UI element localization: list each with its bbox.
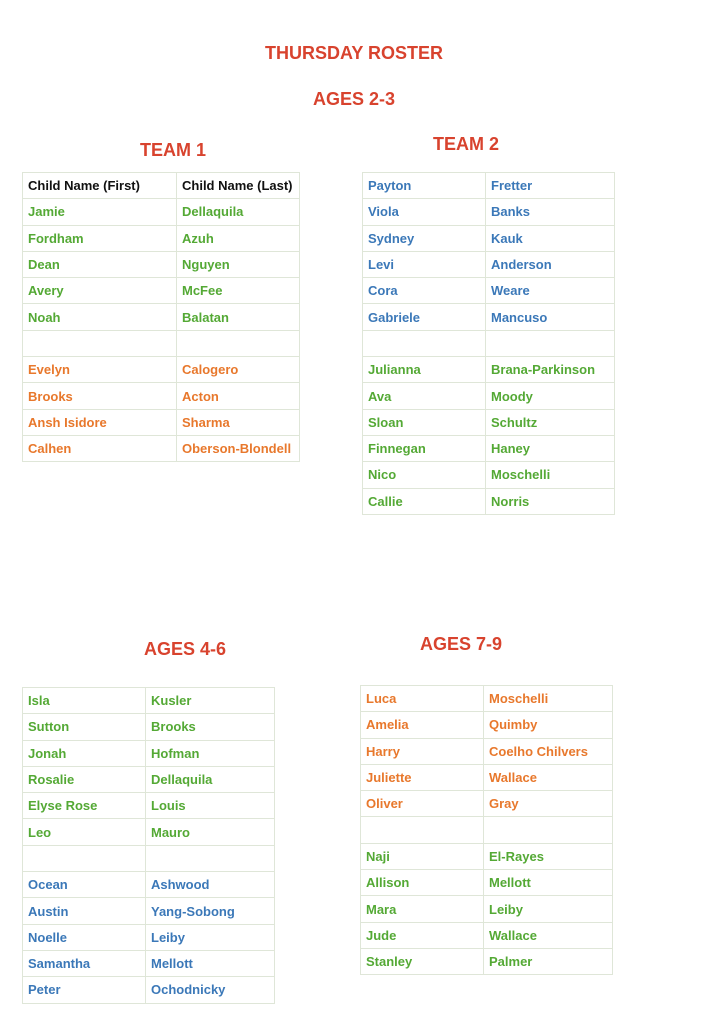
last-name-cell: Norris <box>486 488 615 514</box>
first-name-cell: Fordham <box>23 225 177 251</box>
last-name-cell: Moschelli <box>484 686 613 712</box>
table-row-spacer <box>23 330 300 356</box>
first-name-cell: Evelyn <box>23 357 177 383</box>
first-name-cell: Amelia <box>361 712 484 738</box>
first-name-cell: Juliette <box>361 764 484 790</box>
table-row <box>361 791 613 817</box>
first-name-cell: Ava <box>363 383 486 409</box>
table-row <box>363 462 615 488</box>
first-name-cell: Brooks <box>23 383 177 409</box>
last-name-cell: Mauro <box>146 819 275 845</box>
first-name-cell <box>23 845 146 871</box>
last-name-cell: Yang-Sobong <box>146 898 275 924</box>
first-name-cell: Viola <box>363 199 486 225</box>
table-row <box>23 819 275 845</box>
table-row <box>23 278 300 304</box>
last-name-cell: Mellott <box>146 950 275 976</box>
last-name-cell: Moody <box>486 383 615 409</box>
last-name-cell: Nguyen <box>177 251 300 277</box>
first-name-cell: Allison <box>361 870 484 896</box>
section-heading-ages-7-9: AGES 7-9 <box>419 634 503 654</box>
first-name-cell: Stanley <box>361 948 484 974</box>
last-name-cell: Palmer <box>484 948 613 974</box>
first-name-cell: Sydney <box>363 225 486 251</box>
last-name-cell: El-Rayes <box>484 843 613 869</box>
section-heading-ages-4-6: AGES 4-6 <box>143 639 227 659</box>
first-name-cell: Naji <box>361 843 484 869</box>
table-row <box>23 793 275 819</box>
first-name-cell: Samantha <box>23 950 146 976</box>
table-row <box>23 251 300 277</box>
last-name-cell: Fretter <box>486 173 615 199</box>
table-row <box>23 977 275 1003</box>
table-row <box>23 898 275 924</box>
table-row-spacer <box>363 330 615 356</box>
last-name-cell: Anderson <box>486 251 615 277</box>
first-name-cell: Leo <box>23 819 146 845</box>
first-name-cell: Gabriele <box>363 304 486 330</box>
table-row <box>361 948 613 974</box>
last-name-cell: Quimby <box>484 712 613 738</box>
table-row <box>363 357 615 383</box>
last-name-cell: Weare <box>486 278 615 304</box>
first-name-cell: Oliver <box>361 791 484 817</box>
first-name-cell: Ansh Isidore <box>23 409 177 435</box>
first-name-cell: Avery <box>23 278 177 304</box>
table-row <box>23 714 275 740</box>
first-name-cell: Mara <box>361 896 484 922</box>
table-row <box>23 357 300 383</box>
last-name-cell: Wallace <box>484 764 613 790</box>
last-name-cell <box>177 330 300 356</box>
team-1-heading: TEAM 1 <box>139 140 207 160</box>
team-2-table <box>362 172 615 515</box>
last-name-cell: Balatan <box>177 304 300 330</box>
last-name-cell: Kusler <box>146 688 275 714</box>
first-name-cell: Levi <box>363 251 486 277</box>
last-name-cell: Hofman <box>146 740 275 766</box>
last-name-cell: Leiby <box>484 896 613 922</box>
table-row <box>23 199 300 225</box>
first-name-cell: Noah <box>23 304 177 330</box>
first-name-cell: Jude <box>361 922 484 948</box>
first-name-cell: Peter <box>23 977 146 1003</box>
first-name-cell: Julianna <box>363 357 486 383</box>
table-row <box>23 924 275 950</box>
first-name-cell <box>363 330 486 356</box>
last-name-cell: Calogero <box>177 357 300 383</box>
table-row <box>363 304 615 330</box>
last-name-cell: Mancuso <box>486 304 615 330</box>
first-name-cell: Calhen <box>23 435 177 461</box>
table-header-row <box>23 173 300 199</box>
last-name-cell: Oberson-Blondell <box>177 435 300 461</box>
first-name-cell: Harry <box>361 738 484 764</box>
table-row <box>361 738 613 764</box>
first-name-cell: Callie <box>363 488 486 514</box>
table-row <box>23 766 275 792</box>
first-name-cell: Rosalie <box>23 766 146 792</box>
team-2-heading: TEAM 2 <box>432 134 500 154</box>
table-row <box>361 870 613 896</box>
last-name-cell: Schultz <box>486 409 615 435</box>
first-name-cell: Sutton <box>23 714 146 740</box>
table-row <box>23 740 275 766</box>
table-row <box>23 872 275 898</box>
table-row <box>23 435 300 461</box>
table-row <box>363 409 615 435</box>
first-name-cell: Nico <box>363 462 486 488</box>
last-name-cell: Ochodnicky <box>146 977 275 1003</box>
first-name-cell: Austin <box>23 898 146 924</box>
table-row <box>363 199 615 225</box>
last-name-cell: Dellaquila <box>146 766 275 792</box>
last-name-cell: Brana-Parkinson <box>486 357 615 383</box>
table-row <box>361 843 613 869</box>
table-row <box>23 304 300 330</box>
section-heading-ages-2-3: AGES 2-3 <box>312 89 396 109</box>
first-name-cell: Sloan <box>363 409 486 435</box>
ages-4-6-table-body <box>23 688 275 1004</box>
first-name-cell: Jamie <box>23 199 177 225</box>
team-2-table-body <box>363 173 615 515</box>
table-row <box>23 950 275 976</box>
last-name-cell: Leiby <box>146 924 275 950</box>
last-name-cell: Louis <box>146 793 275 819</box>
first-name-cell: Cora <box>363 278 486 304</box>
last-name-cell: Banks <box>486 199 615 225</box>
table-row <box>361 922 613 948</box>
table-row <box>361 712 613 738</box>
last-name-cell: Gray <box>484 791 613 817</box>
ages-7-9-table-body <box>361 686 613 975</box>
first-name-cell: Dean <box>23 251 177 277</box>
ages-7-9-table <box>360 685 613 975</box>
last-name-cell <box>486 330 615 356</box>
table-row <box>363 488 615 514</box>
table-row <box>363 251 615 277</box>
table-row-spacer <box>361 817 613 843</box>
table-row-spacer <box>23 845 275 871</box>
table-row <box>363 278 615 304</box>
team-1-table-body <box>23 173 300 462</box>
table-row <box>23 688 275 714</box>
table-row <box>363 225 615 251</box>
first-name-cell: Elyse Rose <box>23 793 146 819</box>
table-row <box>361 764 613 790</box>
team-1-table <box>22 172 300 462</box>
last-name-cell: Mellott <box>484 870 613 896</box>
last-name-cell: Brooks <box>146 714 275 740</box>
first-name-cell: Jonah <box>23 740 146 766</box>
first-name-cell <box>361 817 484 843</box>
last-name-cell: Ashwood <box>146 872 275 898</box>
last-name-cell: Moschelli <box>486 462 615 488</box>
first-name-cell: Payton <box>363 173 486 199</box>
last-name-cell <box>484 817 613 843</box>
table-row <box>23 409 300 435</box>
table-row <box>361 686 613 712</box>
first-name-cell: Ocean <box>23 872 146 898</box>
last-name-cell <box>146 845 275 871</box>
last-name-cell: Coelho Chilvers <box>484 738 613 764</box>
last-name-cell: Azuh <box>177 225 300 251</box>
first-name-cell <box>23 330 177 356</box>
last-name-cell: Haney <box>486 435 615 461</box>
table-row <box>23 225 300 251</box>
last-name-cell: McFee <box>177 278 300 304</box>
table-row <box>363 173 615 199</box>
table-row <box>23 383 300 409</box>
table-row <box>363 435 615 461</box>
table-row <box>361 896 613 922</box>
last-name-cell: Acton <box>177 383 300 409</box>
page-title: THURSDAY ROSTER <box>264 43 444 63</box>
ages-4-6-table <box>22 687 275 1004</box>
header-last-name: Child Name (Last) <box>177 173 300 199</box>
header-first-name: Child Name (First) <box>23 173 177 199</box>
first-name-cell: Isla <box>23 688 146 714</box>
last-name-cell: Wallace <box>484 922 613 948</box>
last-name-cell: Dellaquila <box>177 199 300 225</box>
last-name-cell: Sharma <box>177 409 300 435</box>
first-name-cell: Noelle <box>23 924 146 950</box>
first-name-cell: Finnegan <box>363 435 486 461</box>
first-name-cell: Luca <box>361 686 484 712</box>
last-name-cell: Kauk <box>486 225 615 251</box>
table-row <box>363 383 615 409</box>
